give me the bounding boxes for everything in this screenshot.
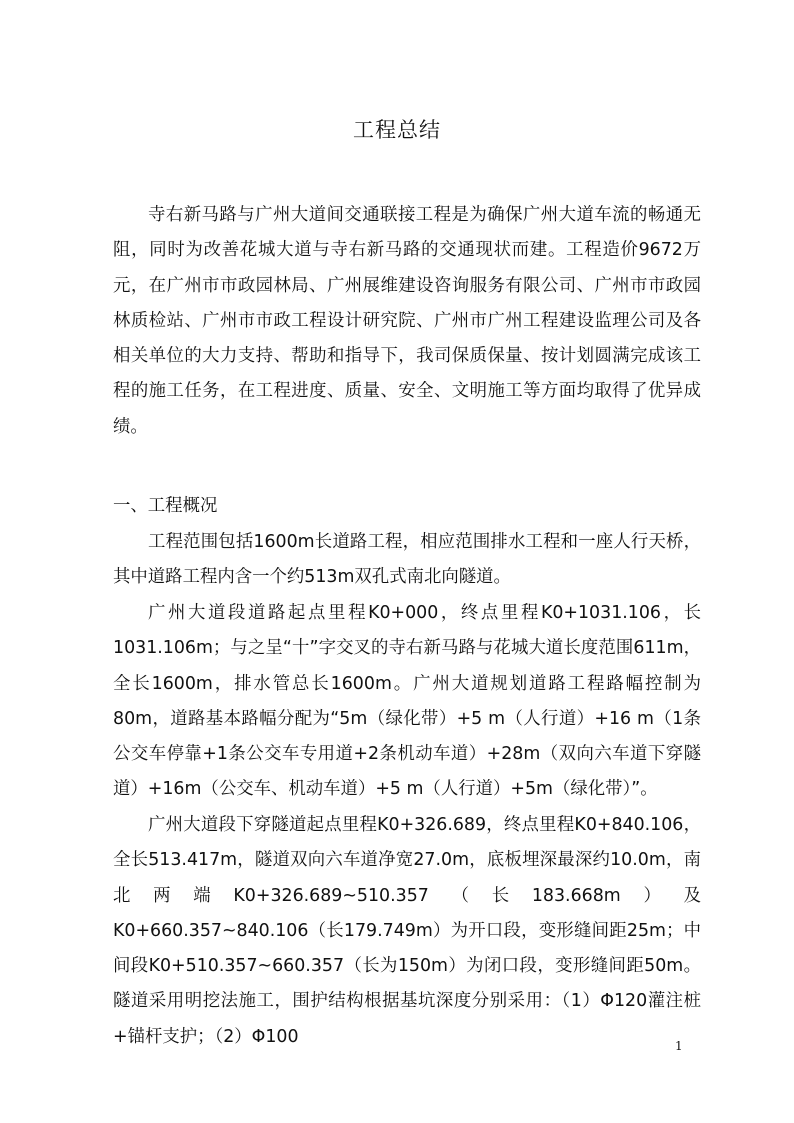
tunnel-paragraph: 广州大道段下穿隧道起点里程K0+326.689，终点里程K0+840.106，全长513.417m，隧道双向六车道净宽27.0m，底板埋深最深约10.0m，南北两端K0+326.689~510.357（长183.668m）及K0+660.357~840.106（长179.749m）为开口段，变形缝间距25m；中间段K0+510.357~660.357（长为150m）为闭口段，变形缝间距50m。隧道采用明挖法施工，围护结构根据基坑深度分别采用：（1）Φ120灌注桩+锚杆支护；（2）Φ100: [113, 815, 701, 1047]
section-heading: 一、工程概况: [113, 496, 218, 516]
page-title: 工程总结: [353, 118, 441, 142]
scope-paragraph: 工程范围包括1600m长道路工程，相应范围排水工程和一座人行天桥，其中道路工程内含一个约513m双孔式南北向隧道。: [113, 532, 701, 588]
road-paragraph: 广州大道段道路起点里程K0+000，终点里程K0+1031.106，长1031.106m；与之呈“十”字交叉的寺右新马路与花城大道长度范围611m，全长1600m，排水管总长1600m。广州大道规划道路工程路幅控制为80m，道路基本路幅分配为“5m（绿化带）+5 m（人行道）+16 m（1条公交车停靠+1条公交车专用道+2条机动车道）+28m（双向六车道下穿隧道）+16m（公交车、机动车道）+5 m（人行道）+5m（绿化带）”。: [113, 603, 701, 800]
intro-paragraph: 寺右新马路与广州大道间交通联接工程是为确保广州大道车流的畅通无阻，同时为改善花城大道与寺右新马路的交通现状而建。工程造价9672万元，在广州市市政园林局、广州展维建设咨询服务有限公司、广州市市政园林质检站、广州市市政工程设计研究院、广州市广州工程建设监理公司及各相关单位的大力支持、帮助和指导下，我司保质保量、按计划圆满完成该工程的施工任务，在工程进度、质量、安全、文明施工等方面均取得了优异成绩。: [113, 205, 701, 437]
page-number: 1: [675, 1039, 683, 1053]
